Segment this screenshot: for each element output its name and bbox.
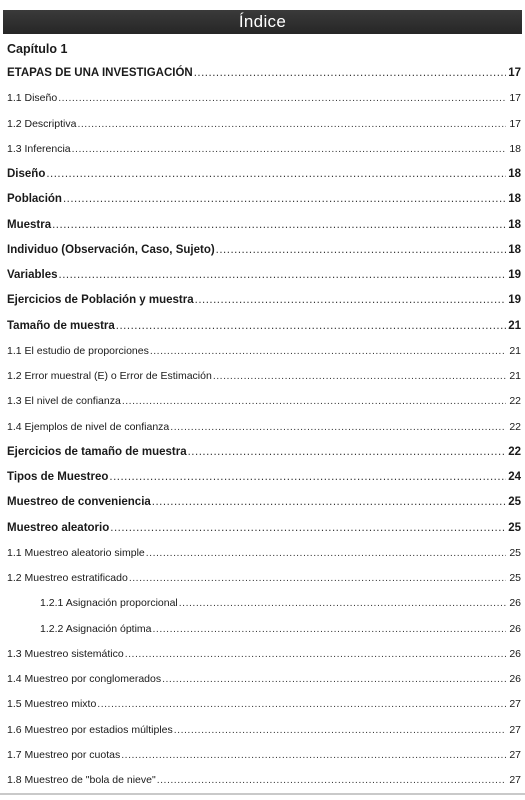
toc-page-number: 27 <box>509 748 521 761</box>
toc-page-number: 27 <box>509 774 521 786</box>
toc-page-number: 21 <box>508 319 521 332</box>
chapter-heading: Capítulo 1 <box>7 42 68 56</box>
toc-dot-leader <box>125 648 506 660</box>
toc-dot-leader <box>121 749 506 761</box>
toc-dot-leader <box>77 118 506 130</box>
toc-dot-leader <box>150 345 506 357</box>
toc-dot-leader <box>153 623 507 635</box>
toc-page-number: 17 <box>509 117 521 130</box>
toc-dot-leader <box>58 92 506 104</box>
toc-page-number: 19 <box>508 294 521 307</box>
toc-entry <box>0 673 525 698</box>
toc-page-number: 17 <box>508 67 521 79</box>
toc-entry-title: Variables <box>7 269 58 281</box>
toc-dot-leader <box>129 572 506 584</box>
toc-page-number: 25 <box>509 546 521 559</box>
toc-entry <box>0 395 525 420</box>
toc-entry <box>0 294 525 319</box>
toc-entry <box>0 219 525 244</box>
toc-page-number: 22 <box>508 445 521 458</box>
toc-dot-leader <box>110 522 506 534</box>
toc-dot-leader <box>116 320 506 332</box>
toc-entry-title: 1.3 El nivel de confianza <box>7 395 121 408</box>
toc-entry-title: Individuo (Observación, Caso, Sujeto) <box>7 243 215 256</box>
toc-dot-leader <box>97 698 506 710</box>
toc-entry <box>0 118 525 143</box>
toc-entry <box>0 67 525 92</box>
toc-entry <box>0 749 525 774</box>
bottom-divider <box>0 793 525 795</box>
toc-dot-leader <box>170 421 506 433</box>
toc-page-number: 22 <box>509 420 521 433</box>
toc-dot-leader <box>152 496 506 508</box>
toc-entry <box>0 320 525 345</box>
index-title: Índice <box>238 12 287 31</box>
toc-entry-title: 1.2.1 Asignación proporcional <box>40 597 178 610</box>
toc-dot-leader <box>162 673 506 685</box>
toc-entry-title: 1.4 Ejemplos de nivel de confianza <box>7 420 170 433</box>
toc-entry-title: 1.3 Muestreo sistemático <box>7 647 124 660</box>
toc-entry <box>0 345 525 370</box>
toc-entry-title: ETAPAS DE UNA INVESTIGACIÓN <box>7 67 193 79</box>
toc-dot-leader <box>157 774 506 786</box>
toc-entry-title: 1.1 Diseño <box>7 92 58 105</box>
toc-entry <box>0 168 525 193</box>
toc-page-number: 26 <box>509 597 521 610</box>
toc-page-number: 19 <box>508 269 521 281</box>
toc-page-number: 25 <box>508 496 521 509</box>
toc-entry-title: 1.8 Muestreo de "bola de nieve" <box>7 774 156 786</box>
toc-entry-title: Población <box>7 193 62 206</box>
toc-entry-title: 1.2 Descriptiva <box>7 117 77 130</box>
toc-entry-title: 1.3 Inferencia <box>7 142 71 155</box>
toc-dot-leader <box>213 370 506 382</box>
toc-page-number: 25 <box>508 521 521 534</box>
toc-entry-title: 1.7 Muestreo por cuotas <box>7 748 121 761</box>
toc-page-number: 18 <box>508 243 521 256</box>
toc-dot-leader <box>59 269 506 281</box>
toc-page-number: 26 <box>509 647 521 660</box>
toc-entry <box>0 547 525 572</box>
toc-page-number: 27 <box>509 698 521 711</box>
toc-entry-title: Diseño <box>7 168 46 180</box>
toc-page-number: 25 <box>509 572 521 584</box>
toc-dot-leader <box>195 294 506 306</box>
toc-entry <box>0 522 525 547</box>
toc-entry <box>0 471 525 496</box>
toc-entry-title: 1.1 El estudio de proporciones <box>7 344 149 357</box>
toc-entry-title: Tamaño de muestra <box>7 319 115 332</box>
toc-page-number: 22 <box>509 395 521 408</box>
toc-entry <box>0 193 525 218</box>
toc-dot-leader <box>52 219 506 231</box>
toc-entry <box>0 623 525 648</box>
toc-page-number: 18 <box>509 142 521 155</box>
toc-entry <box>0 370 525 395</box>
table-of-contents <box>0 67 525 799</box>
toc-entry-title: 1.2 Muestreo estratificado <box>7 572 128 584</box>
toc-dot-leader <box>146 547 506 559</box>
toc-dot-leader <box>188 446 506 458</box>
toc-entry-title: 1.5 Muestreo mixto <box>7 698 97 711</box>
toc-dot-leader <box>46 168 506 180</box>
toc-dot-leader <box>174 724 506 736</box>
toc-dot-leader <box>109 471 506 483</box>
toc-entry <box>0 269 525 294</box>
toc-entry-title: Ejercicios de Población y muestra <box>7 294 194 307</box>
index-title-bar <box>3 10 522 34</box>
toc-dot-leader <box>63 193 506 205</box>
toc-dot-leader <box>72 143 506 155</box>
toc-entry <box>0 572 525 597</box>
toc-page-number: 21 <box>509 370 521 382</box>
toc-entry-title: 1.6 Muestreo por estadios múltiples <box>7 723 173 736</box>
toc-entry-title: 1.2.2 Asignación óptima <box>40 622 152 635</box>
toc-page-number: 18 <box>508 168 521 180</box>
toc-dot-leader <box>179 597 506 609</box>
toc-page-number: 17 <box>509 92 521 105</box>
toc-entry <box>0 724 525 749</box>
toc-entry-title: Muestra <box>7 218 52 231</box>
toc-page-number: 21 <box>509 344 521 357</box>
toc-entry <box>0 92 525 117</box>
toc-entry-title: Ejercicios de tamaño de muestra <box>7 445 187 458</box>
toc-page-number: 26 <box>509 622 521 635</box>
toc-dot-leader <box>216 244 506 256</box>
toc-entry-title: 1.1 Muestreo aleatorio simple <box>7 546 145 559</box>
toc-dot-leader <box>122 395 506 407</box>
toc-page-number: 18 <box>508 193 521 206</box>
toc-entry <box>0 597 525 622</box>
toc-entry-title: Tipos de Muestreo <box>7 471 109 483</box>
toc-entry <box>0 774 525 799</box>
toc-page-number: 27 <box>509 723 521 736</box>
toc-entry <box>0 446 525 471</box>
toc-entry-title: Muestreo de conveniencia <box>7 496 151 509</box>
toc-dot-leader <box>194 67 506 79</box>
toc-entry <box>0 496 525 521</box>
toc-page-number: 26 <box>509 673 521 685</box>
toc-page-number: 24 <box>508 471 521 483</box>
toc-entry <box>0 143 525 168</box>
toc-entry <box>0 244 525 269</box>
toc-entry-title: 1.4 Muestreo por conglomerados <box>7 673 162 685</box>
toc-entry <box>0 698 525 723</box>
toc-entry <box>0 648 525 673</box>
toc-page-number: 18 <box>508 218 521 231</box>
toc-entry-title: 1.2 Error muestral (E) o Error de Estimación <box>7 370 212 382</box>
toc-entry <box>0 421 525 446</box>
toc-entry-title: Muestreo aleatorio <box>7 521 110 534</box>
